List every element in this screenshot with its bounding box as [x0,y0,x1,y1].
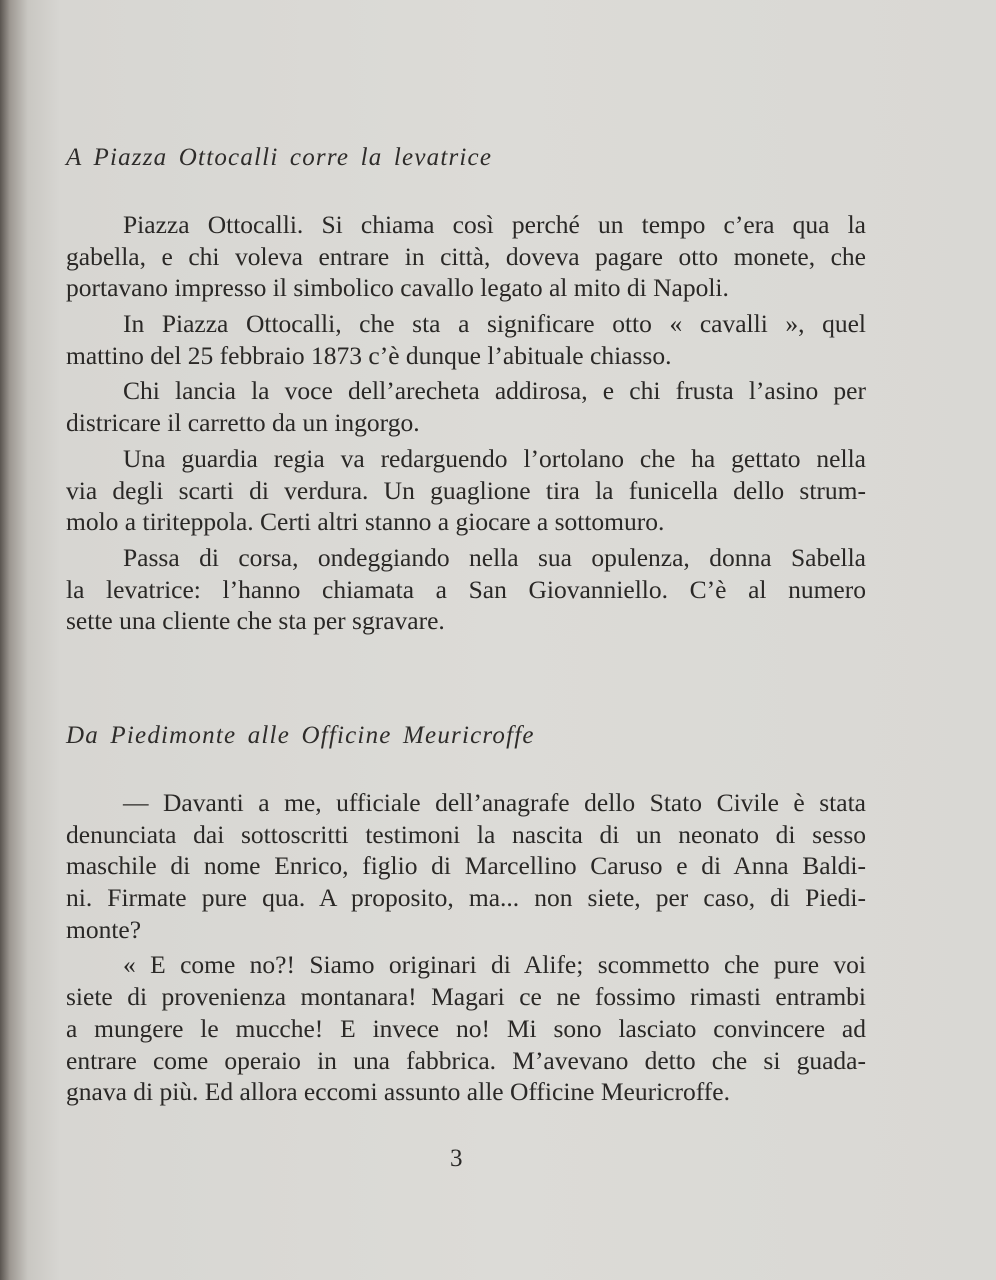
text-line: gnava di più. Ed allora eccomi assunto alle Officine Meuricroffe. [66,1077,730,1107]
text-line: ni. Firmate pure qua. A proposito, ma... non siete, per caso, di Piedi- [66,883,866,913]
text-line: gabella, e chi voleva entrare in città, doveva pagare otto monete, che [66,241,866,271]
paragraph [66,787,866,945]
paragraph [66,542,866,637]
text-line: molo a tiriteppola. Certi altri stanno a giocare a sottomuro. [66,507,665,537]
text-line: « E come no?! Siamo originari di Alife; scommetto che pure voi [123,950,866,980]
text-line: a mungere le mucche! E invece no! Mi sono lasciato convincere ad [66,1013,866,1043]
text-line: In Piazza Ottocalli, che sta a significare otto « cavalli », quel [123,309,866,339]
text-line: monte? [66,914,142,944]
page-number: 3 [450,1145,463,1172]
text-line: — Davanti a me, ufficiale dell’anagrafe dello Stato Civile è stata [123,788,866,817]
text-line: la levatrice: l’hanno chiamata a San Giovanniello. C’è al numero [66,574,866,604]
text-line: Piazza Ottocalli. Si chiama così perché un tempo c’era qua la [123,210,866,239]
text-line: Passa di corsa, ondeggiando nella sua opulenza, donna Sabella [123,542,866,572]
text-line: maschile di nome Enrico, figlio di Marcellino Caruso e di Anna Baldi- [66,851,866,881]
text-line: sette una cliente che sta per sgravare. [66,606,445,636]
text-line: Chi lancia la voce dell’arecheta addirosa, e chi frusta l’asino per [123,376,866,406]
paragraph [66,308,866,371]
text-line: siete di provenienza montanara! Magari ce ne fossimo rimasti entrambi [66,982,866,1012]
text-line: portavano impresso il simbolico cavallo legato al mito di Napoli. [66,273,729,303]
text-line: entrare come operaio in una fabbrica. M’avevano detto che si guada- [66,1045,866,1075]
paragraph [66,375,866,438]
text-line: denunciata dai sottoscritti testimoni la nascita di un neonato di sesso [66,819,866,849]
section-title: A Piazza Ottocalli corre la levatrice [66,144,493,171]
text-line: Una guardia regia va redarguendo l’ortolano che ha gettato nella [123,443,866,473]
text-line: via degli scarti di verdura. Un guaglione tira la funicella dello strum- [66,475,866,505]
section-body [66,209,866,637]
text-line: districare il carretto da un ingorgo. [66,408,420,438]
paragraph [66,443,866,538]
paragraph [66,949,866,1107]
text-line: mattino del 25 febbraio 1873 c’è dunque l’abituale chiasso. [66,340,672,370]
section-title: Da Piedimonte alle Officine Meuricroffe [66,722,535,749]
section-body [66,787,866,1108]
paragraph [66,209,866,304]
